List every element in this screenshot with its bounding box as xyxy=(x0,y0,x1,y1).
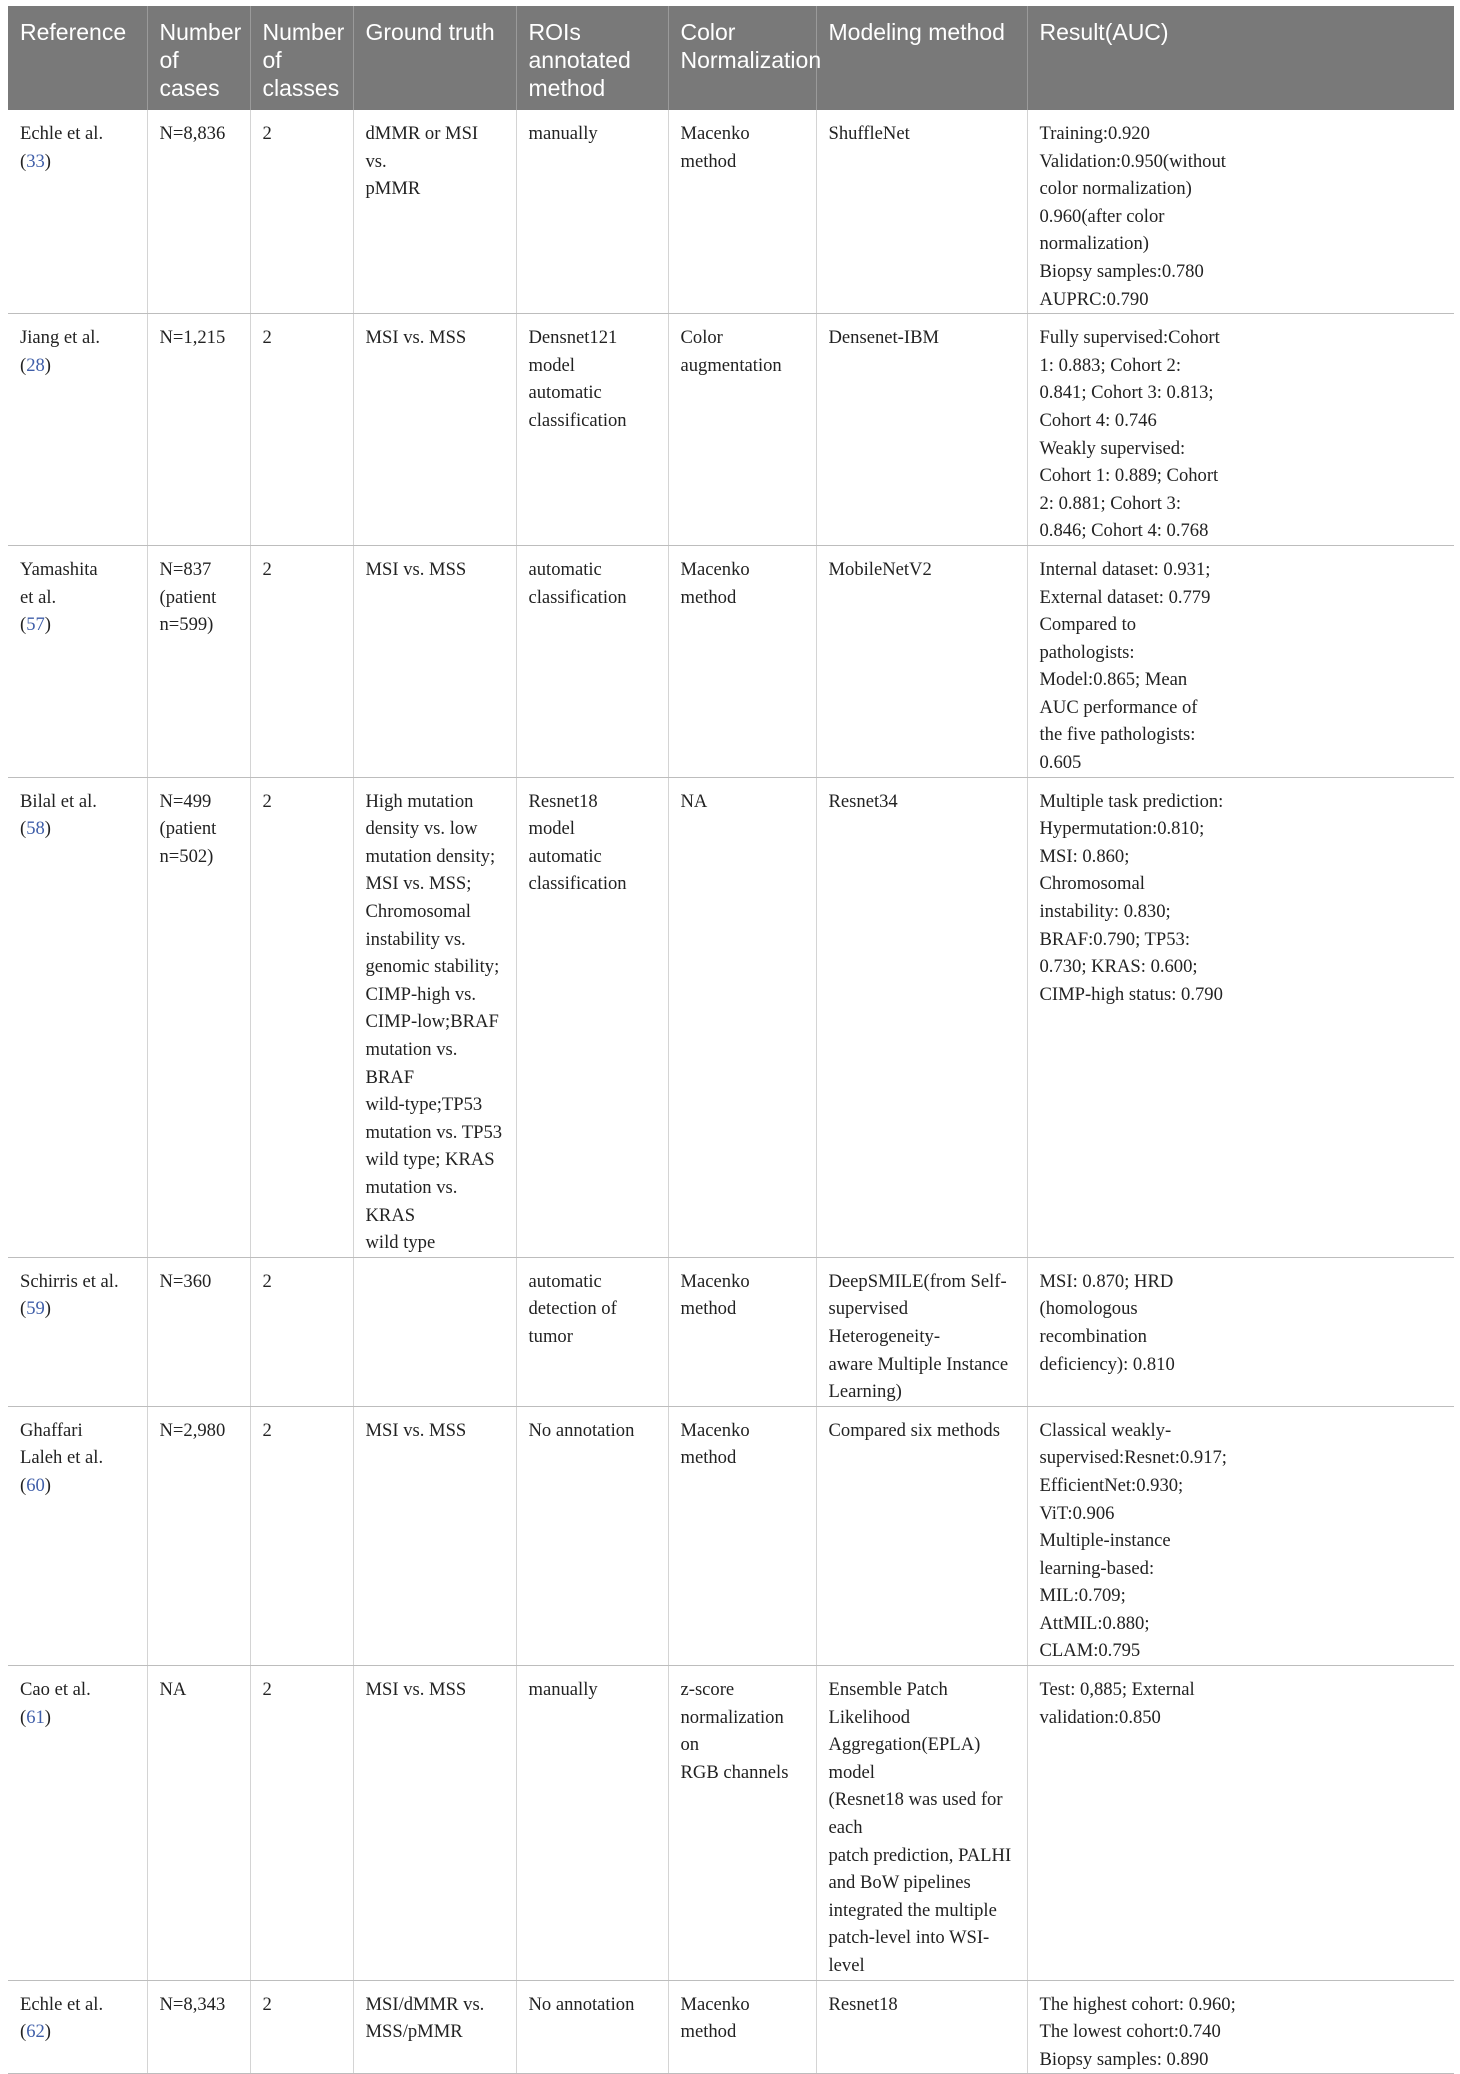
cell-line: n=502) xyxy=(159,845,214,867)
classes-cell xyxy=(250,1666,353,1981)
cell-line: Resnet18 xyxy=(828,1993,898,2015)
roi-method-cell xyxy=(516,1666,668,1981)
citation-link[interactable]: 59 xyxy=(26,1298,45,1320)
header-line: classes xyxy=(262,75,340,101)
classes-cell xyxy=(250,545,353,777)
cell-line: Fully supervised:Cohort xyxy=(1039,327,1220,349)
cell-line: MobileNetV2 xyxy=(828,558,932,580)
cell-line: mutation vs. BRAF xyxy=(365,1039,458,1088)
roi-method-cell xyxy=(516,1980,668,2074)
cell-line: mutation vs. KRAS xyxy=(365,1176,458,1226)
cell-line: The lowest cohort:0.740 xyxy=(1039,2021,1221,2043)
header-reference xyxy=(8,6,147,110)
reference-cell: Yamashita et al. (57) xyxy=(8,545,147,777)
cell-line: No annotation xyxy=(528,1419,635,1441)
reference-cell: Cao et al. (61) xyxy=(8,1666,147,1981)
header-line: Reference xyxy=(20,19,127,45)
color-normalization-cell xyxy=(668,1980,816,2074)
cell-line: Hypermutation:0.810; xyxy=(1039,818,1205,840)
cell-line: AUPRC:0.790 xyxy=(1039,288,1149,310)
header-color-normalization xyxy=(668,6,822,110)
cell-line: N=360 xyxy=(159,1270,212,1292)
cell-line: Biopsy samples:0.780 xyxy=(1039,260,1204,282)
reference-text: Yamashita xyxy=(20,558,98,580)
cell-line: Resnet34 xyxy=(828,790,898,812)
cell-line: (Resnet18 was used for each xyxy=(828,1789,1003,1839)
cell-line: integrated the multiple xyxy=(828,1899,997,1921)
cell-line: classification xyxy=(528,586,627,608)
header-line: Number xyxy=(262,19,345,45)
cell-line: 0.846; Cohort 4: 0.768 xyxy=(1039,520,1209,542)
ground-truth-cell xyxy=(353,1257,516,1406)
cell-line: N=8,343 xyxy=(159,1993,226,2015)
classes-cell xyxy=(250,314,353,546)
cell-line: MSI vs. MSS xyxy=(365,1679,467,1701)
cell-line: Validation:0.950(without xyxy=(1039,150,1226,172)
cell-line: CIMP-high status: 0.790 xyxy=(1039,983,1223,1005)
header-line: annotated xyxy=(528,47,631,73)
color-normalization-cell xyxy=(668,110,816,314)
reference-text: Schirris et al. xyxy=(20,1270,119,1292)
cases-cell xyxy=(147,1980,250,2074)
cell-line: 2 xyxy=(262,1993,272,2015)
cell-line: MSI vs. MSS xyxy=(365,327,467,349)
cell-line: 2 xyxy=(262,123,272,144)
header-number-of-classes xyxy=(250,6,353,110)
cell-line: supervised:Resnet:0.917; xyxy=(1039,1447,1227,1469)
cases-cell xyxy=(147,314,250,546)
citation-link[interactable]: 61 xyxy=(26,1706,45,1728)
cell-line: Learning) xyxy=(828,1381,902,1403)
header-line: Ground truth xyxy=(365,19,495,45)
cell-line: wild type xyxy=(365,1232,436,1254)
cell-line: 2 xyxy=(262,558,272,580)
ground-truth-cell xyxy=(353,1666,516,1981)
cell-line: Macenko method xyxy=(680,1993,750,2043)
reference-text: Echle et al. xyxy=(20,1993,104,2015)
table-row xyxy=(8,1257,1454,1406)
cell-line: Chromosomal xyxy=(1039,873,1145,895)
cell-line: ShuffleNet xyxy=(828,123,910,144)
modeling-method-cell xyxy=(816,1257,1027,1406)
reference-text: Cao et al. xyxy=(20,1679,91,1701)
cell-line: Training:0.920 xyxy=(1039,123,1150,144)
cell-line: pathologists: xyxy=(1039,641,1135,663)
roi-method-cell xyxy=(516,1406,668,1665)
header-line: Number xyxy=(159,19,242,45)
cell-line: CIMP-low;BRAF xyxy=(365,1011,499,1033)
table-body xyxy=(8,110,1454,2074)
color-normalization-cell xyxy=(668,777,816,1257)
cell-line: Cohort 4: 0.746 xyxy=(1039,409,1157,431)
reference-cell: Ghaffari Laleh et al. (60) xyxy=(8,1406,147,1665)
cell-line: Classical weakly- xyxy=(1039,1419,1172,1441)
citation-link[interactable]: 58 xyxy=(26,818,45,840)
citation-link[interactable]: 33 xyxy=(26,150,45,172)
table-row xyxy=(8,545,1454,777)
modeling-method-cell xyxy=(816,777,1027,1257)
cell-line: manually xyxy=(528,123,598,144)
roi-method-cell xyxy=(516,110,668,314)
cell-line: instability vs. xyxy=(365,928,466,950)
color-normalization-cell xyxy=(668,314,816,546)
reference-cell: Schirris et al. (59) xyxy=(8,1257,147,1406)
color-normalization-cell xyxy=(668,1406,816,1665)
reference-text: Jiang et al. xyxy=(20,327,101,349)
header-line: cases xyxy=(159,75,220,101)
cell-line: High mutation xyxy=(365,790,474,812)
cell-line: and BoW pipelines xyxy=(828,1872,971,1894)
cell-line: Compared to xyxy=(1039,614,1137,636)
cell-line: RGB channels xyxy=(680,1761,789,1783)
cell-line: MSI vs. MSS xyxy=(365,1419,467,1441)
header-line: Color xyxy=(680,19,736,45)
modeling-method-cell xyxy=(816,1980,1027,2074)
cell-line: patch-level into WSI-level xyxy=(828,1927,990,1976)
cell-line: tumor xyxy=(528,1325,573,1347)
header-line: of xyxy=(262,47,282,73)
cell-line: CLAM:0.795 xyxy=(1039,1640,1141,1662)
cell-line: MSI: 0.860; xyxy=(1039,845,1130,867)
header-line: ROIs xyxy=(528,19,581,45)
color-normalization-cell xyxy=(668,1257,816,1406)
result-cell xyxy=(1027,110,1454,314)
header-rois-annotated-method xyxy=(516,6,668,110)
result-cell xyxy=(1027,1257,1454,1406)
header-line: of xyxy=(159,47,179,73)
cell-line: CIMP-high vs. xyxy=(365,983,477,1005)
result-cell xyxy=(1027,314,1454,546)
cell-line: N=2,980 xyxy=(159,1419,226,1441)
cases-cell xyxy=(147,777,250,1257)
modeling-method-cell xyxy=(816,1406,1027,1665)
header-line: Normalization xyxy=(680,47,822,73)
cell-line: model xyxy=(528,354,575,376)
cell-line: Densnet121 xyxy=(528,327,618,349)
cell-line: N=1,215 xyxy=(159,327,226,349)
cell-line: normalization on xyxy=(680,1706,784,1756)
cell-line: 0.960(after color xyxy=(1039,205,1165,227)
cell-line: automatic xyxy=(528,558,602,580)
cell-line: the five pathologists: xyxy=(1039,724,1196,746)
cell-line: Densenet-IBM xyxy=(828,327,940,349)
reference-text: Ghaffari xyxy=(20,1419,83,1441)
classes-cell xyxy=(250,1980,353,2074)
reference-cell: Jiang et al. (28) xyxy=(8,314,147,546)
cell-line: deficiency): 0.810 xyxy=(1039,1353,1175,1375)
header-number-of-cases xyxy=(147,6,250,110)
ground-truth-cell xyxy=(353,1980,516,2074)
cell-line: density vs. low xyxy=(365,818,478,840)
color-normalization-cell xyxy=(668,1666,816,1981)
cell-line: recombination xyxy=(1039,1325,1147,1347)
cell-line: Macenko method xyxy=(680,1419,750,1469)
cell-line: Aggregation(EPLA) model xyxy=(828,1734,981,1783)
modeling-method-cell xyxy=(816,314,1027,546)
classes-cell xyxy=(250,1406,353,1665)
cell-line: N=837 xyxy=(159,558,212,580)
header-result-auc xyxy=(1027,6,1454,110)
ground-truth-cell xyxy=(353,314,516,546)
cell-line: pMMR xyxy=(365,178,421,200)
cell-line: MIL:0.709; xyxy=(1039,1585,1126,1607)
cell-line: wild type; KRAS xyxy=(365,1149,495,1171)
result-cell xyxy=(1027,545,1454,777)
cell-line: Cohort 1: 0.889; Cohort xyxy=(1039,465,1219,487)
citation-link[interactable]: 62 xyxy=(26,2021,45,2043)
ground-truth-cell xyxy=(353,545,516,777)
cell-line: BRAF:0.790; TP53: xyxy=(1039,928,1191,950)
reference-text: Echle et al. xyxy=(20,123,104,144)
cell-line: N=499 xyxy=(159,790,212,812)
cell-line: 0.605 xyxy=(1039,752,1082,774)
cell-line: Model:0.865; Mean xyxy=(1039,669,1188,691)
cell-line: 2 xyxy=(262,790,272,812)
cell-line: genomic stability; xyxy=(365,956,500,978)
cell-line: Color xyxy=(680,327,723,349)
reference-text: et al. xyxy=(20,586,57,608)
results-table xyxy=(8,6,1454,2074)
cell-line: Macenko method xyxy=(680,1270,750,1320)
header-row xyxy=(8,6,1454,110)
cell-line: 2 xyxy=(262,327,272,349)
result-cell xyxy=(1027,1980,1454,2074)
cell-line: NA xyxy=(159,1679,187,1701)
ground-truth-cell xyxy=(353,777,516,1257)
cell-line: validation:0.850 xyxy=(1039,1706,1161,1728)
modeling-method-cell xyxy=(816,110,1027,314)
cell-line: AUC performance of xyxy=(1039,696,1198,718)
cell-line: 0.730; KRAS: 0.600; xyxy=(1039,956,1198,978)
cell-line: Multiple-instance xyxy=(1039,1530,1171,1552)
cell-line: 2: 0.881; Cohort 3: xyxy=(1039,492,1182,514)
cell-line: n=599) xyxy=(159,614,214,636)
cell-line: Macenko method xyxy=(680,558,750,608)
cases-cell xyxy=(147,1406,250,1665)
reference-cell: Echle et al. (62) xyxy=(8,1980,147,2074)
cell-line: Resnet18 xyxy=(528,790,598,812)
cell-line: Chromosomal xyxy=(365,901,471,923)
table-row xyxy=(8,1980,1454,2074)
table-row xyxy=(8,777,1454,1257)
cell-line: ViT:0.906 xyxy=(1039,1502,1115,1524)
cases-cell xyxy=(147,545,250,777)
header-line: Modeling method xyxy=(828,19,1005,45)
cell-line: The highest cohort: 0.960; xyxy=(1039,1993,1236,2015)
cell-line: AttMIL:0.880; xyxy=(1039,1612,1150,1634)
color-normalization-cell xyxy=(668,545,816,777)
cell-line: MSI: 0.870; HRD xyxy=(1039,1270,1174,1292)
cases-cell xyxy=(147,1257,250,1406)
cases-cell xyxy=(147,110,250,314)
table-row xyxy=(8,1406,1454,1665)
table-row xyxy=(8,314,1454,546)
modeling-method-cell xyxy=(816,545,1027,777)
cell-line: detection of xyxy=(528,1298,617,1320)
reference-text: Bilal et al. xyxy=(20,790,97,812)
cell-line: color normalization) xyxy=(1039,178,1192,200)
classes-cell xyxy=(250,1257,353,1406)
cell-line: automatic xyxy=(528,1270,602,1292)
roi-method-cell xyxy=(516,545,668,777)
table-row xyxy=(8,1666,1454,1981)
cell-line: Macenko method xyxy=(680,123,750,172)
modeling-method-cell xyxy=(816,1666,1027,1981)
ground-truth-cell xyxy=(353,1406,516,1665)
cell-line: 1: 0.883; Cohort 2: xyxy=(1039,354,1182,376)
classes-cell xyxy=(250,777,353,1257)
cell-line: Biopsy samples: 0.890 xyxy=(1039,2048,1209,2070)
cell-line: classification xyxy=(528,873,627,895)
cases-cell xyxy=(147,1666,250,1981)
roi-method-cell xyxy=(516,1257,668,1406)
cell-line: (homologous xyxy=(1039,1298,1138,1320)
cell-line: 2 xyxy=(262,1270,272,1292)
cell-line: MSS/pMMR xyxy=(365,2021,463,2043)
roi-method-cell xyxy=(516,777,668,1257)
cell-line: automatic xyxy=(528,845,602,867)
reference-cell: Bilal et al. (58) xyxy=(8,777,147,1257)
cell-line: Multiple task prediction: xyxy=(1039,790,1224,812)
cell-line: (patient xyxy=(159,586,217,608)
table-row xyxy=(8,110,1454,314)
cell-line: manually xyxy=(528,1679,598,1701)
cell-line: instability: 0.830; xyxy=(1039,901,1171,923)
cell-line: patch prediction, PALHI xyxy=(828,1844,1012,1866)
citation-link[interactable]: 28 xyxy=(26,354,45,376)
classes-cell xyxy=(250,110,353,314)
cell-line: automatic xyxy=(528,382,602,404)
cell-line: MSI vs. MSS; xyxy=(365,873,472,895)
reference-cell: Echle et al. (33) xyxy=(8,110,147,314)
cell-line: mutation vs. TP53 xyxy=(365,1121,503,1143)
cell-line: 2 xyxy=(262,1419,272,1441)
cell-line: normalization) xyxy=(1039,233,1149,255)
cell-line: mutation density; xyxy=(365,845,496,867)
cell-line: Ensemble Patch Likelihood xyxy=(828,1679,948,1728)
header-line: Result(AUC) xyxy=(1039,19,1169,45)
reference-text: Laleh et al. xyxy=(20,1447,104,1469)
cell-line: aware Multiple Instance xyxy=(828,1353,1009,1375)
result-cell xyxy=(1027,777,1454,1257)
cell-line: Test: 0,885; External xyxy=(1039,1679,1195,1701)
roi-method-cell xyxy=(516,314,668,546)
cell-line: N=8,836 xyxy=(159,123,226,144)
cell-line: MSI/dMMR vs. xyxy=(365,1993,485,2015)
cell-line: 0.841; Cohort 3: 0.813; xyxy=(1039,382,1214,404)
result-cell xyxy=(1027,1406,1454,1665)
cell-line: Internal dataset: 0.931; xyxy=(1039,558,1211,580)
header-modeling-method xyxy=(816,6,1027,110)
cell-line: Weakly supervised: xyxy=(1039,437,1186,459)
ground-truth-cell xyxy=(353,110,516,314)
cell-line: External dataset: 0.779 xyxy=(1039,586,1211,608)
cell-line: z-score xyxy=(680,1679,735,1701)
header-line: method xyxy=(528,75,606,101)
cell-line: wild-type;TP53 xyxy=(365,1094,483,1116)
cell-line: Compared six methods xyxy=(828,1419,1000,1441)
cell-line: (patient xyxy=(159,818,217,840)
citation-link[interactable]: 60 xyxy=(26,1474,45,1496)
cell-line: 2 xyxy=(262,1679,272,1701)
cell-line: EfficientNet:0.930; xyxy=(1039,1474,1184,1496)
cell-line: classification xyxy=(528,409,627,431)
cell-line: dMMR or MSI vs. xyxy=(365,123,479,172)
header-ground-truth xyxy=(353,6,516,110)
cell-line: learning-based: xyxy=(1039,1557,1155,1579)
cell-line: augmentation xyxy=(680,354,782,376)
cell-line: MSI vs. MSS xyxy=(365,558,467,580)
citation-link[interactable]: 57 xyxy=(26,614,45,636)
result-cell xyxy=(1027,1666,1454,1981)
cell-line: supervised Heterogeneity- xyxy=(828,1298,941,1347)
cell-line: DeepSMILE(from Self- xyxy=(828,1270,1007,1292)
cell-line: NA xyxy=(680,790,708,812)
cell-line: No annotation xyxy=(528,1993,635,2015)
cell-line: model xyxy=(528,818,575,840)
